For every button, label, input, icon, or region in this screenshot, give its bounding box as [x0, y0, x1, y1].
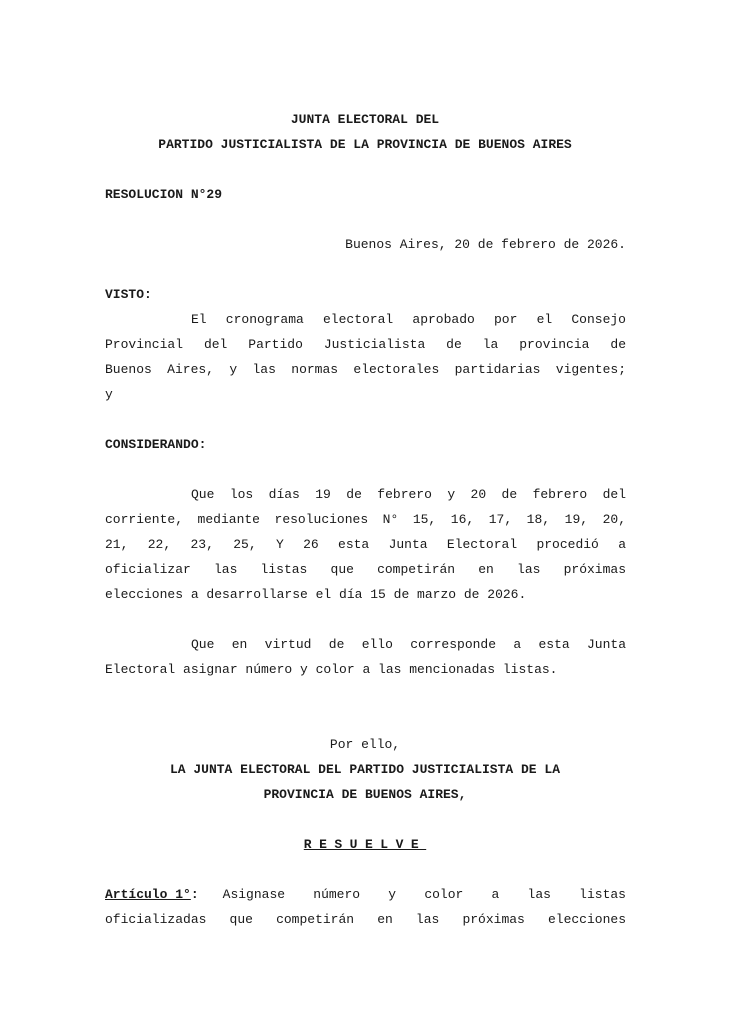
- resuelve-heading: RESUELVE: [303, 837, 427, 852]
- visto-line-3: Buenos Aires, y las normas electorales partidarias vigentes;: [105, 362, 626, 377]
- considerando-p1-line-4: oficializar las listas que competirán en las próximas: [105, 562, 626, 577]
- considerando-p1-line-1: Que los días 19 de febrero y 20 de febrero del: [191, 487, 626, 502]
- resolution-number: RESOLUCION N°29: [105, 187, 223, 202]
- visto-line-4: y: [105, 387, 113, 402]
- visto-line-2: Provincial del Partido Justicialista de la provincia de: [105, 337, 626, 352]
- considerando-heading: CONSIDERANDO:: [105, 437, 207, 452]
- articulo-1-label: Artículo 1°: [105, 887, 191, 902]
- considerando-p1-line-2: corriente, mediante resoluciones N° 15, 16, 17, 18, 19, 20,: [105, 512, 626, 527]
- articulo-1-line-1: [105, 887, 626, 903]
- authority-line-1: LA JUNTA ELECTORAL DEL PARTIDO JUSTICIALISTA DE LA: [169, 762, 561, 777]
- header-line-2: PARTIDO JUSTICIALISTA DE LA PROVINCIA DE BUENOS AIRES: [158, 137, 572, 152]
- articulo-1-line-1-text: Asignase número y color a las listas: [222, 887, 626, 902]
- articulo-1-line-2: oficializadas que competirán en las próximas elecciones: [105, 912, 626, 927]
- header-line-1: JUNTA ELECTORAL DEL: [290, 112, 440, 127]
- por-ello: Por ello,: [329, 737, 401, 752]
- considerando-p2-line-1: Que en virtud de ello corresponde a esta Junta: [191, 637, 626, 652]
- considerando-p2-line-2: Electoral asignar número y color a las mencionadas listas.: [105, 662, 558, 677]
- considerando-p1-line-3: 21, 22, 23, 25, Y 26 esta Junta Electoral procedió a: [105, 537, 626, 552]
- visto-heading: VISTO:: [105, 287, 152, 302]
- document-date: Buenos Aires, 20 de febrero de 2026.: [345, 237, 626, 252]
- articulo-1-colon: :: [190, 887, 199, 902]
- visto-line-1: El cronograma electoral aprobado por el Consejo: [191, 312, 626, 327]
- articulo-1-label-group: [105, 887, 199, 903]
- authority-line-2: PROVINCIA DE BUENOS AIRES,: [263, 787, 467, 802]
- considerando-p1-line-5: elecciones a desarrollarse el día 15 de marzo de 2026.: [105, 587, 527, 602]
